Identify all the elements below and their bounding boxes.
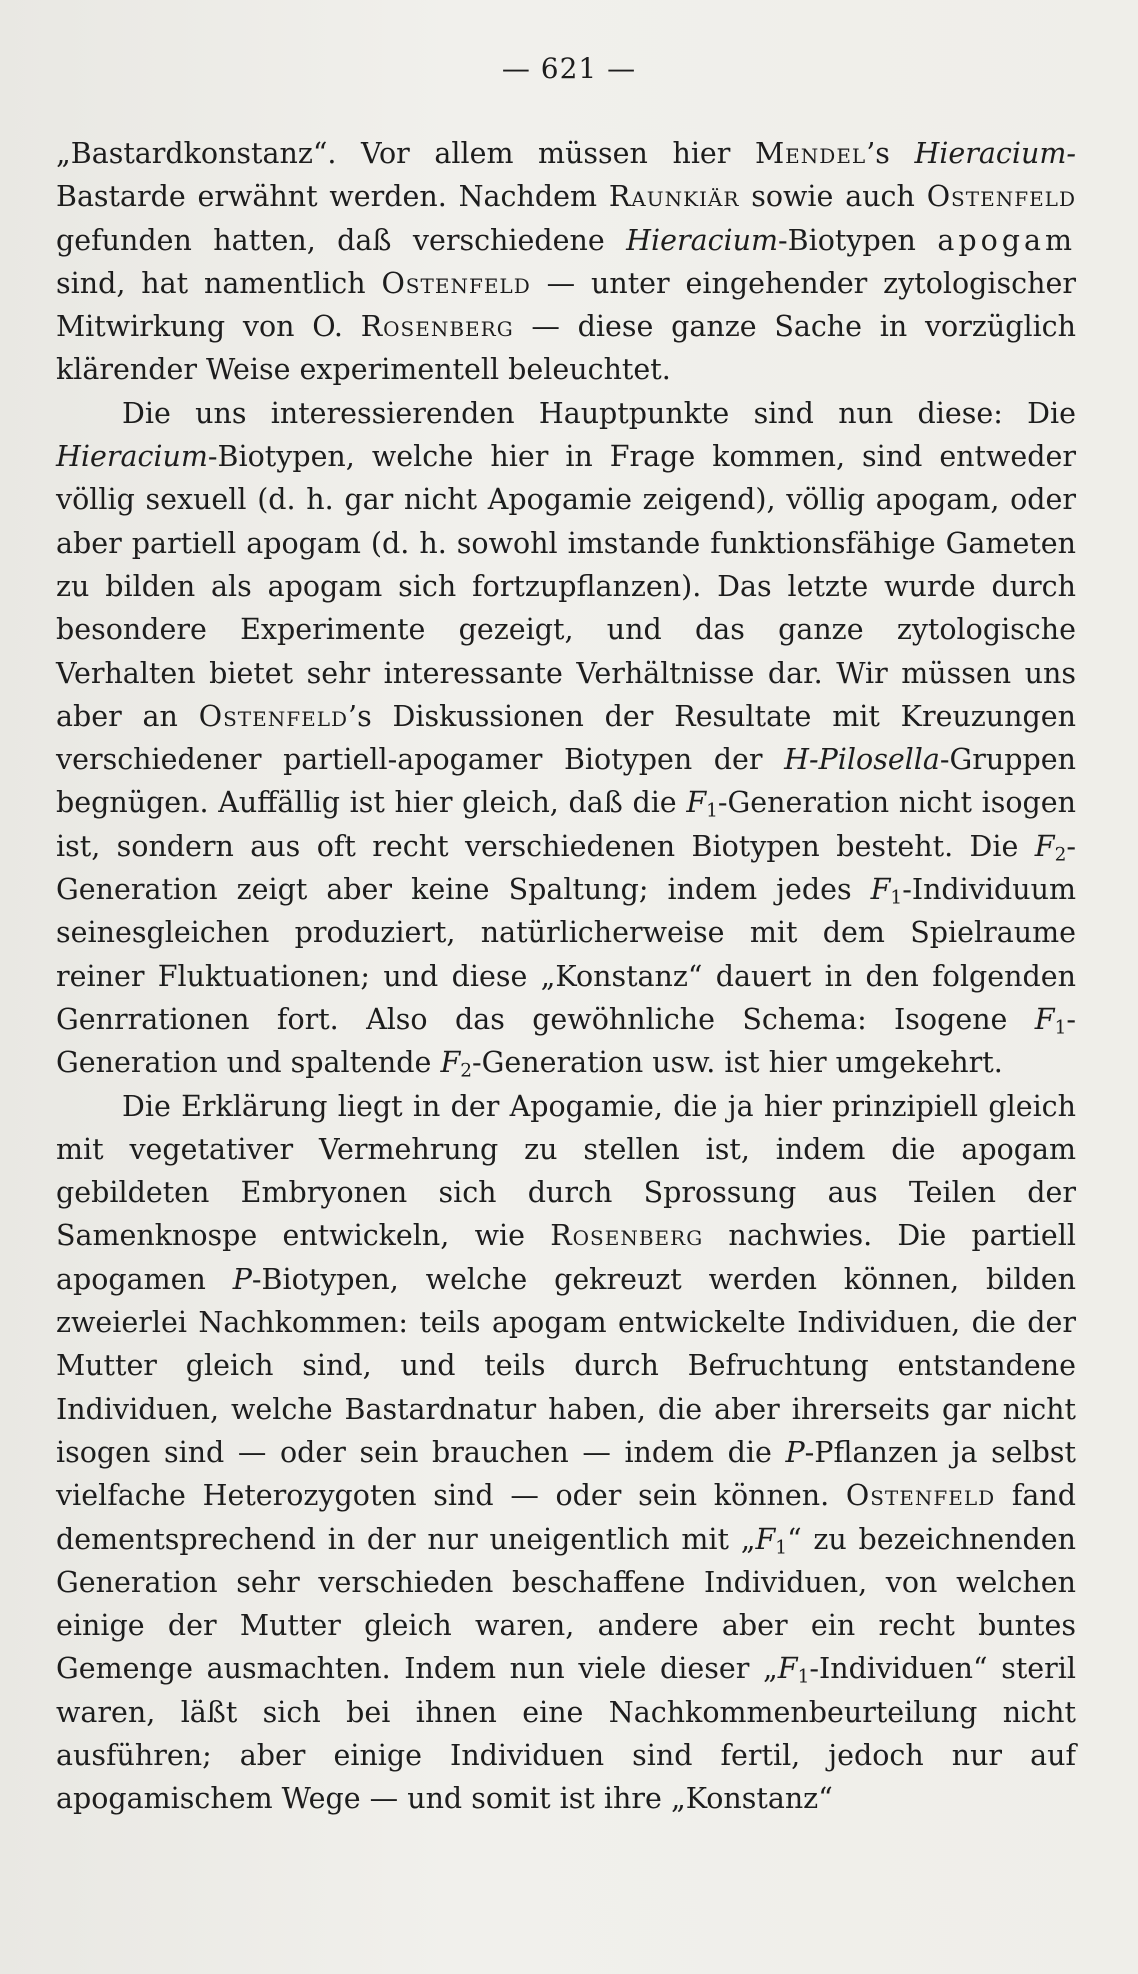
- author-name: Rosenberg: [550, 1219, 704, 1253]
- page-number: — 621 —: [501, 52, 637, 85]
- text-run: ’s: [866, 137, 915, 170]
- generation-symbol: F: [1034, 829, 1055, 863]
- text-run: — unter eingehender zytologischer Mitwirkung von O.: [56, 266, 1076, 344]
- spaced-emphasis: apogam: [937, 223, 1076, 257]
- author-name: Ostenfeld: [198, 699, 349, 733]
- generation-subscript: 1: [890, 887, 903, 909]
- text-run: ’s Diskussionen der Resultate mit Kreuzungen verschiedener partiell-apogamer Biotypen der: [56, 699, 1076, 777]
- text-run: -Generation usw. ist hier umgekehrt.: [472, 1046, 1003, 1080]
- generation-symbol: F: [440, 1046, 461, 1080]
- generation-symbol: F: [777, 1652, 798, 1686]
- author-name: Ostenfeld: [926, 180, 1076, 214]
- paragraph-1: [56, 132, 1076, 392]
- generation-subscript: 2: [460, 1060, 473, 1082]
- text-run: -Generation nicht isogen ist, sondern aus oft recht verschiedenen Biotypen besteht. Die: [56, 786, 1077, 863]
- text-run: sowie auch: [739, 180, 927, 214]
- text-run: „Bastardkonstanz“. Vor allem müssen hier: [56, 137, 755, 170]
- author-name: Mendel: [755, 137, 867, 170]
- generation-symbol: F: [755, 1522, 776, 1556]
- generation-symbol: F: [686, 786, 707, 820]
- paragraph-3: [56, 1085, 1076, 1821]
- text-run: -Generation und spaltende: [56, 1002, 1076, 1080]
- author-name: Ostenfeld: [381, 266, 531, 300]
- text-run: -Biotypen, welche hier in Frage kommen, sind entweder völlig sexuell (d. h. gar nicht Apogamie zeigend), völlig apogam, oder aber partiell apogam (d. h. sowohl imstande funktionsfähige Gameten zu bilden als apogam sich fortzupflanzen). Das letzte wurde durch besondere Experimente gezeigt, und das ganze zytologische Verhalten bietet sehr interessante Verhältnisse dar. Wir müssen uns aber an: [56, 440, 1076, 733]
- text-run: -Individuum seinesgleichen produziert, natürlicherweise mit dem Spielraume reiner Fluktuationen; und diese „Konstanz“ dauert in den folgenden Genrrationen fort. Also das gewöhnliche Schema: Isogene: [56, 873, 1076, 1036]
- body-text: [56, 132, 1076, 1821]
- biotype-symbol: P: [785, 1435, 805, 1469]
- generation-subscript: 1: [706, 801, 718, 823]
- text-run: -Generation zeigt aber keine Spaltung; indem jedes: [56, 829, 1076, 907]
- text-run: nachwies. Die partiell apogamen: [56, 1219, 1076, 1296]
- generation-subscript: 2: [1054, 844, 1067, 866]
- text-run: sind, hat namentlich: [56, 266, 382, 300]
- genus-name: Hieracium: [56, 440, 208, 474]
- generation-subscript: 1: [797, 1667, 810, 1689]
- text-run: fand dementsprechend in der nur uneigentlich mit „: [56, 1479, 1076, 1556]
- generation-symbol: F: [1034, 1002, 1055, 1036]
- generation-symbol: F: [870, 873, 891, 907]
- text-run: -Gruppen begnügen. Auffällig ist hier gleich, daß die: [56, 743, 1076, 820]
- paragraph-2: [56, 392, 1076, 1085]
- text-run: -Individuen“ steril waren, läßt sich bei ihnen eine Nachkommenbeurteilung nicht ausführen; aber einige Individuen sind fertil, jedoch nur auf apogamischem Wege — und somit ist ihre „Konstanz“: [56, 1652, 1076, 1816]
- genus-name: Hieracium: [626, 223, 779, 257]
- generation-subscript: 1: [775, 1537, 788, 1559]
- text-run: -Biotypen, welche gekreuzt werden können, bilden zweierlei Nachkommen: teils apogam entwickelte Individuen, die der Mutter gleich sind, und teils durch Befruchtung entstandene Individuen, welche Bastardnatur haben, die aber ihrerseits gar nicht isogen sind — oder sein brauchen — indem die: [56, 1262, 1076, 1469]
- text-run: — diese ganze Sache in vorzüglich klärender Weise experimentell beleuchtet.: [56, 310, 1076, 387]
- author-name: Rosenberg: [360, 310, 514, 344]
- group-name: H-Pilosella: [784, 743, 940, 777]
- text-run: -Biotypen: [778, 223, 938, 257]
- biotype-symbol: P: [232, 1262, 252, 1296]
- text-run: gefunden hatten, daß verschiedene: [56, 223, 627, 257]
- generation-subscript: 1: [1054, 1017, 1067, 1039]
- text-run: Bastarde erwähnt werden. Nachdem: [56, 180, 609, 214]
- text-run: Die uns interessierenden Hauptpunkte sind nun diese: Die: [122, 396, 1076, 430]
- genus-name: Hieracium-: [914, 137, 1076, 170]
- text-run: Die Erklärung liegt in der Apogamie, die ja hier prinzipiell gleich mit vegetativer Vermehrung zu stellen ist, indem die apogam gebildeten Embryonen sich durch Sprossung aus Teilen der Samenknospe entwickeln, wie: [56, 1089, 1076, 1253]
- author-name: Ostenfeld: [845, 1479, 996, 1513]
- text-run: “ zu bezeichnenden Generation sehr verschieden beschaffene Individuen, von welchen einige der Mutter gleich waren, andere aber ein recht buntes Gemenge ausmachten. Indem nun viele dieser „: [56, 1522, 1076, 1686]
- text-run: -Pflanzen ja selbst vielfache Heterozygoten sind — oder sein können.: [56, 1435, 1076, 1513]
- author-name: Raunkiär: [608, 180, 740, 214]
